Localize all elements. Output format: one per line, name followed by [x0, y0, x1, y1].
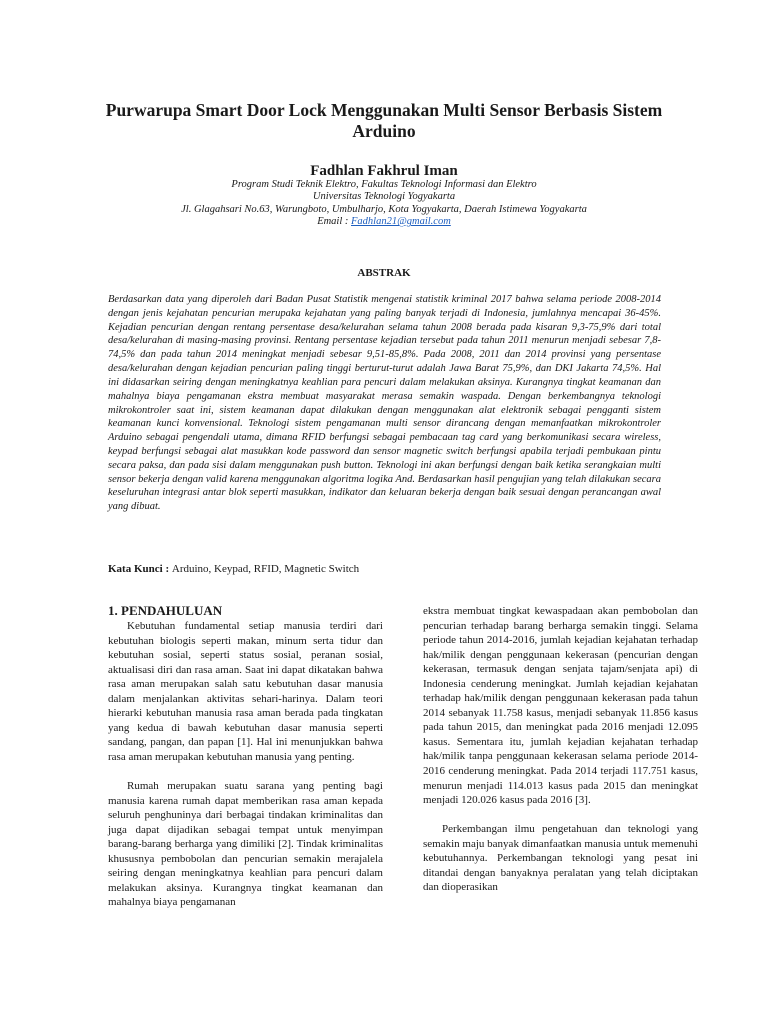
left-column [108, 603, 383, 910]
affiliation-line-university: Universitas Teknologi Yogyakarta [312, 191, 456, 203]
email-label: Email : [317, 216, 352, 228]
body-paragraph-3: ekstra membuat tingkat kewaspadaan akan pembobolan dan pencurian terhadap barang berharga semakin tinggi. Selama periode tahun 2014-2016, jumlah kejadian kejahatan terhadap hak/milik dengan penggunaan kekerasan (pencurian dengan kekerasan, termasuk dengan senjata tajam/senjata api) di Indonesia cenderung meningkat. Jumlah kejadian kejahatan terhadap hak/milik dengan penggunaan kekerasan pada tahun 2014 sebanyak 11.758 kasus, menjadi sebanyak 11.856 kasus pada tahun 2015, dan meningkat pada 2016 menjadi 12.095 kasus. Sementara itu, jumlah kejadian kejahatan terhadap hak/milik tanpa penggunaan kekerasan selama periode 2014-2016 cenderung meningkat. Pada 2014 terjadi 117.751 kasus, menurun menjadi 114.013 kasus pada 2015 dan meningkat menjadi 120.026 kasus pada 2016 [3]. [423, 605, 698, 807]
body-paragraph-2: Rumah merupakan suatu sarana yang penting bagi manusia karena rumah dapat memberikan rasa aman kepada seluruh penghuninya dari berbagai tindakan kriminalitas dan juga dapat dijadikan sebagai tempat untuk menyimpan barang-barang berharga yang dimiliki [2]. Tindak kriminalitas khususnya pembobolan dan pencurian semakin merajalela seiring dengan meningkatnya keahlian para pencuri dalam melakukan aksinya. Kurangnya tingkat keamanan dan mahalnya biaya pengamanan [108, 779, 383, 909]
abstract-text: Berdasarkan data yang diperoleh dari Badan Pusat Statistik mengenai statistik kriminal 2017 bahwa selama periode 2008-2014 dengan jenis kejahatan pencurian merupaka kejahatan yang paling banyak terjadi di Indonesia, jumlahnya mencapai 36-45%. Kejadian pencurian dengan rentang persentase desa/kelurahan selama tahun 2008 berada pada kisaran 9,3-75,9% dari total desa/kelurahan di masing-masing provinsi. Rentang persentase kejadian tersebut pada tahun 2011 menurun menjadi sebesar 7,8-74,5% dan pada tahun 2014 meningkat menjadi sebesar 9,51-85,8%. Pada 2008, 2011 dan 2014 provinsi yang persentase desa/kelurahan dengan kejadian pencurian paling tinggi berturut-turut adalah Jawa Barat 75,9%, dan DKI Jakarta 74,5%. Hal ini didasarkan seiring dengan meningkatnya keahlian para pencuri dalam melakukan aksinya. Kurangnya tingkat keamanan dan mahalnya biaya pengamanan ekstra membuat masyarakat merasa semakin waspada. Dengan berkembangnya teknologi mikrokontroler saat ini, sistem keamanan dapat dilakukan dengan menggunakan alat elektronik sebagai pengganti sistem keamanan kunci konvensional. Teknologi sistem pengamanan multi sensor dirancang dengan memanfaatkan mikrokontroler Arduino sebagai pengendali utama, dimana RFID berfungsi sebagai pembacaan tag card yang berkomunikasi secara wireless, keypad berfungsi sebagai alat masukkan kode password dan sensor magnetic switch berfungsi apabila terjadi pembukaan pintu secara paksa, dan pada sisi dalam menggunakan push button. Teknologi ini akan berfungsi dengan baik ketika serangkaian multi sensor bekerja dengan valid karena menggunakan algoritma logika And. Berdasarkan hasil pengujian yang telah dilakukan secara keseluruhan integrasi antar blok seperti masukkan, indikator dan keluaran bekerja dengan baik sesuai dengan perancangan awal yang dibuat. [108, 294, 661, 513]
body-paragraph-1: Kebutuhan fundamental setiap manusia terdiri dari kebutuhan biologis seperti makan, minum serta tidur dan kebutuhan sosial, seperti status sosial, peranan sosial, aktualisasi diri dan rasa aman. Saat ini dapat dikatakan bahwa rasa aman merupakan salah satu kebutuhan dasar manusia dalam menjalankan aktivitas sehari-harinya. Dalam teori hierarki kebutuhan manusia rasa aman berada pada tingkatan yang kedua di bawah kebutuhan dasar manusia seperti sandang, pangan, dan papan [1]. Hal ini menunjukkan bahwa rasa aman merupakan kebutuhan manusia yang penting. [108, 620, 383, 763]
affiliation-line-program: Program Studi Teknik Elektro, Fakultas Teknologi Informasi dan Elektro [231, 179, 537, 190]
affiliation-email-line [100, 216, 668, 228]
paragraph-spacer [108, 764, 383, 779]
keywords-value: Arduino, Keypad, RFID, Magnetic Switch [171, 563, 360, 575]
abstract-heading: ABSTRAK [357, 267, 411, 279]
keywords-label: Kata Kunci : [108, 563, 172, 575]
email-link[interactable]: Fadhlan21@gmail.com [351, 216, 451, 228]
paragraph-spacer [423, 808, 698, 823]
keywords-line [108, 562, 661, 576]
paper-title: Purwarupa Smart Door Lock Menggunakan Multi Sensor Berbasis Sistem Arduino [105, 100, 663, 141]
author-name: Fadhlan Fakhrul Iman [310, 163, 458, 179]
section-heading-pendahuluan: 1. PENDAHULUAN [108, 603, 223, 618]
body-paragraph-4: Perkembangan ilmu pengetahuan dan teknologi yang semakin maju banyak dimanfaatkan manusia untuk memenuhi kebutuhannya. Perkembangan teknologi yang pesat ini ditandai dengan banyaknya peralatan yang telah diciptakan dan dioperasikan [423, 823, 698, 894]
right-column [423, 604, 698, 895]
affiliation-line-address: Jl. Glagahsari No.63, Warungboto, Umbulharjo, Kota Yogyakarta, Daerah Istimewa Yogyakarta [181, 203, 587, 215]
author-affiliation [100, 179, 668, 229]
